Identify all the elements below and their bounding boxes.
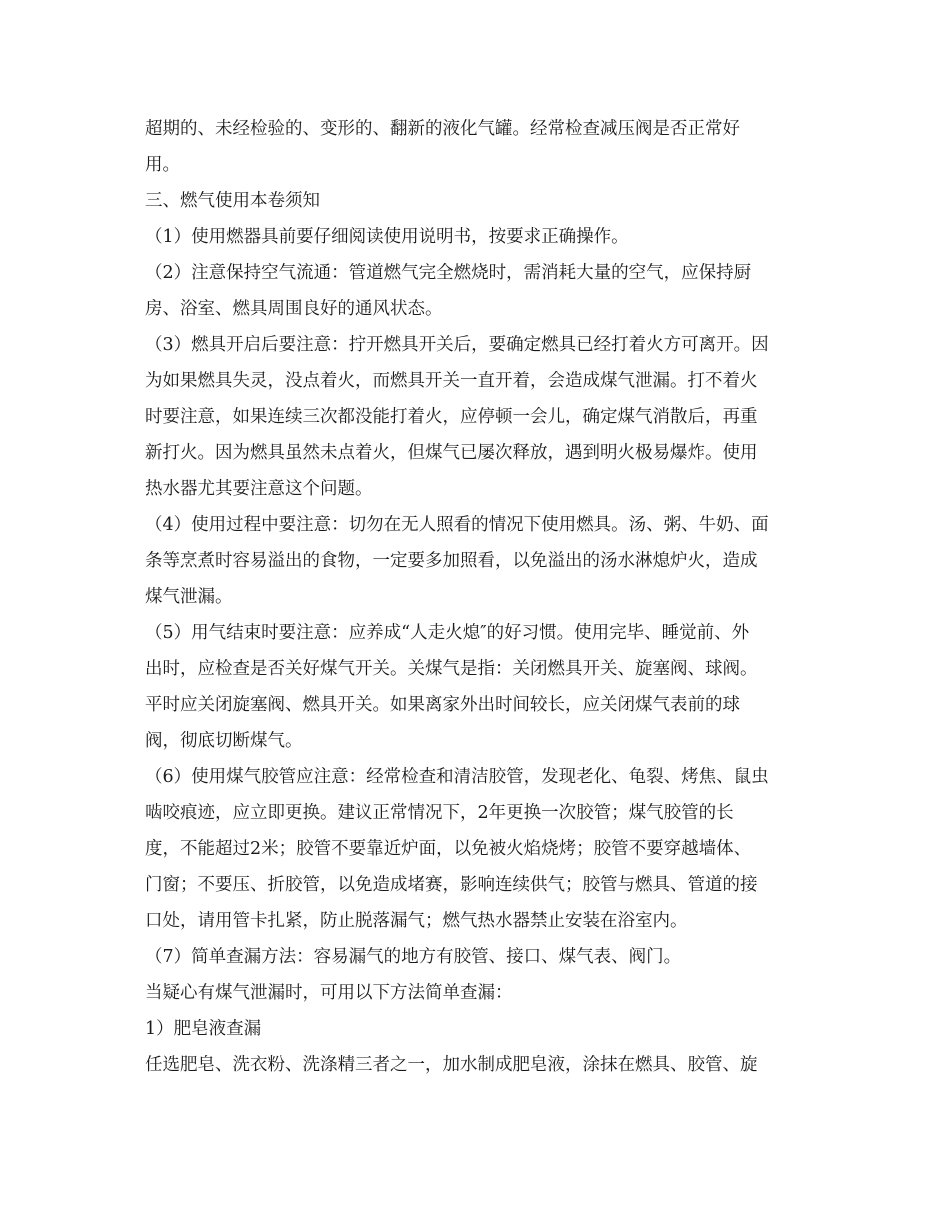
text-line: 煤气泄漏。 <box>145 587 233 607</box>
text-line: 新打火。因为燃具虽然未点着火，但煤气已屡次释放，遇到明火极易爆炸。使用 <box>145 443 758 463</box>
text-line: 当疑心有煤气泄漏时，可用以下方法简单查漏： <box>145 983 513 1003</box>
text-line: 门窗；不要压、折胶管，以免造成堵赛，影响连续供气；胶管与燃具、管道的接 <box>145 875 758 895</box>
subsection-heading: 1）肥皂液查漏 <box>145 1019 262 1039</box>
text-line: （7）简单查漏方法：容易漏气的地方有胶管、接口、煤气表、阀门。 <box>145 947 682 967</box>
section-heading: 三、燃气使用本卷须知 <box>145 191 320 211</box>
text-line: 啮咬痕迹，应立即更换。建议正常情况下，2年更换一次胶管；煤气胶管的长 <box>145 803 734 823</box>
text-line: 任选肥皂、洗衣粉、洗涤精三者之一，加水制成肥皂液，涂抹在燃具、胶管、旋 <box>145 1055 758 1075</box>
text-line: 平时应关闭旋塞阀、燃具开关。如果离家外出时间较长，应关闭煤气表前的球 <box>145 695 740 715</box>
text-line: 阀，彻底切断煤气。 <box>145 731 303 751</box>
document-body <box>145 111 805 1083</box>
text-line: （6）使用煤气胶管应注意：经常检查和清洁胶管，发现老化、龟裂、烤焦、鼠虫 <box>145 767 769 787</box>
text-line: （5）用气结束时要注意：应养成“人走火熄″的好习惯。使用完毕、睡觉前、外 <box>145 623 750 643</box>
text-line: 房、浴室、燃具周围良好的通风状态。 <box>145 299 443 319</box>
text-line: 出时，应检查是否关好煤气开关。关煤气是指：关闭燃具开关、旋塞阀、球阀。 <box>145 659 758 679</box>
text-line: 口处，请用管卡扎紧，防止脱落漏气；燃气热水器禁止安装在浴室内。 <box>145 911 688 931</box>
text-line: （2）注意保持空气流通：管道燃气完全燃烧时，需消耗大量的空气，应保持厨 <box>145 263 752 283</box>
text-line: （3）燃具开启后要注意：拧开燃具开关后，要确定燃具已经打着火方可离开。因 <box>145 335 769 355</box>
text-line: 用。 <box>145 155 180 175</box>
text-line: （4）使用过程中要注意：切勿在无人照看的情况下使用燃具。汤、粥、牛奶、面 <box>145 515 769 535</box>
text-line: （1）使用燃器具前要仔细阅读使用说明书，按要求正确操作。 <box>145 227 629 247</box>
text-line: 度，不能超过2米；胶管不要靠近炉面，以免被火焰烧烤；胶管不要穿越墙体、 <box>145 839 752 859</box>
text-line: 超期的、未经检验的、变形的、翻新的液化气罐。经常检查减压阀是否正常好 <box>145 119 740 139</box>
text-line: 时要注意，如果连续三次都没能打着火，应停顿一会儿，确定煤气消散后，再重 <box>145 407 758 427</box>
text-line: 条等烹煮时容易溢出的食物，一定要多加照看，以免溢出的汤水淋熄炉火，造成 <box>145 551 758 571</box>
text-line: 热水器尤其要注意这个问题。 <box>145 479 373 499</box>
text-line: 为如果燃具失灵，没点着火，而燃具开关一直开着，会造成煤气泄漏。打不着火 <box>145 371 758 391</box>
